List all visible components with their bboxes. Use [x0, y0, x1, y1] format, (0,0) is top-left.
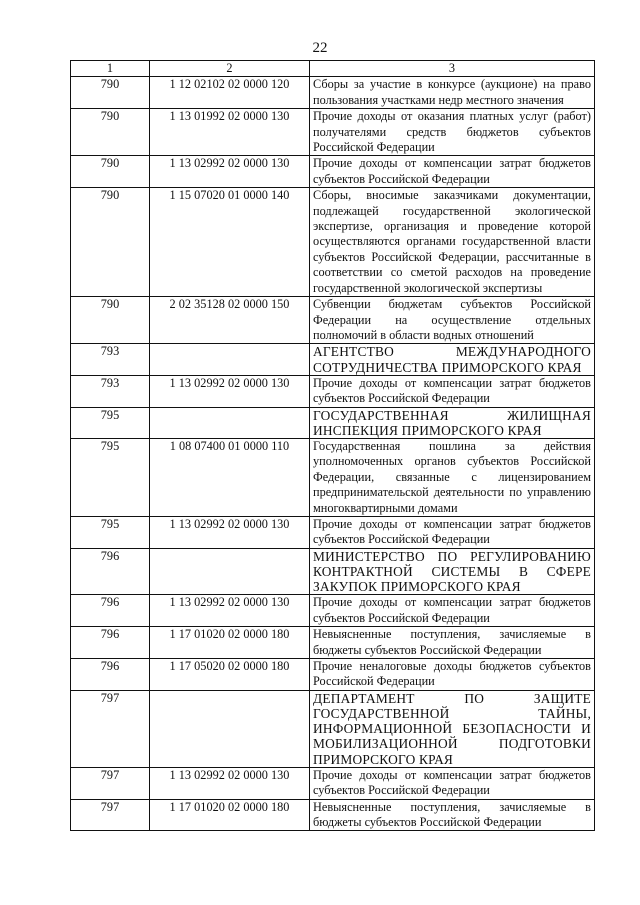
revenue-code-cell: 1 13 02992 02 0000 130 [150, 516, 310, 548]
admin-code-cell: 795 [71, 438, 150, 516]
table-row [71, 767, 595, 799]
revenue-name-cell: Государственная пошлина за действия уполномоченных органов субъектов Российской Федерации, связанные с лицензированием предпринимательской деятельности по управлению многоквартирными домами [310, 438, 595, 516]
table-body [71, 77, 595, 831]
revenue-name-cell: Прочие доходы от компенсации затрат бюджетов субъектов Российской Федерации [310, 516, 595, 548]
table-row [71, 188, 595, 297]
table-row [71, 627, 595, 659]
column-header-3: 3 [310, 61, 595, 77]
revenue-code-cell: 1 12 02102 02 0000 120 [150, 77, 310, 109]
revenue-code-cell [150, 407, 310, 438]
admin-code-cell: 797 [71, 799, 150, 831]
admin-code-cell: 796 [71, 548, 150, 595]
revenue-name-cell: Субвенции бюджетам субъектов Российской Федерации на осуществление отдельных полномочий в области водных отношений [310, 297, 595, 344]
column-header-1: 1 [71, 61, 150, 77]
revenue-name-cell: Сборы, вносимые заказчиками документации, подлежащей государственной экологической экспертизе, организация и проведение которой осуществляются органами государственной власти субъектов Российской Федерации, рассчитанные в соответствии со сметой расходов на проведение государственной экологической экспертизы [310, 188, 595, 297]
revenue-code-cell: 1 13 02992 02 0000 130 [150, 156, 310, 188]
revenue-name-cell: Невыясненные поступления, зачисляемые в бюджеты субъектов Российской Федерации [310, 799, 595, 831]
table-row [71, 109, 595, 156]
revenue-code-cell: 1 15 07020 01 0000 140 [150, 188, 310, 297]
revenue-codes-table [70, 60, 595, 831]
table-row-heading [71, 344, 595, 375]
table-row [71, 156, 595, 188]
revenue-code-cell: 1 17 01020 02 0000 180 [150, 627, 310, 659]
revenue-code-cell: 1 13 02992 02 0000 130 [150, 767, 310, 799]
admin-code-cell: 797 [71, 767, 150, 799]
revenue-code-cell [150, 690, 310, 767]
admin-code-cell: 790 [71, 156, 150, 188]
table-row [71, 595, 595, 627]
admin-code-cell: 796 [71, 659, 150, 691]
table-row-heading [71, 690, 595, 767]
revenue-code-cell: 1 17 01020 02 0000 180 [150, 799, 310, 831]
column-header-2: 2 [150, 61, 310, 77]
table-row [71, 516, 595, 548]
table-row [71, 799, 595, 831]
administrator-name-cell: ГОСУДАРСТВЕННАЯ ЖИЛИЩНАЯ ИНСПЕКЦИЯ ПРИМОРСКОГО КРАЯ [310, 407, 595, 438]
revenue-name-cell: Прочие доходы от оказания платных услуг (работ) получателями средств бюджетов субъектов Российской Федерации [310, 109, 595, 156]
admin-code-cell: 793 [71, 375, 150, 407]
table-row-heading [71, 548, 595, 595]
page-number: 22 [312, 40, 328, 56]
admin-code-cell: 796 [71, 595, 150, 627]
admin-code-cell: 790 [71, 188, 150, 297]
table-row [71, 375, 595, 407]
revenue-code-cell [150, 344, 310, 375]
admin-code-cell: 795 [71, 407, 150, 438]
revenue-name-cell: Прочие доходы от компенсации затрат бюджетов субъектов Российской Федерации [310, 595, 595, 627]
administrator-name-cell: МИНИСТЕРСТВО ПО РЕГУЛИРОВАНИЮ КОНТРАКТНОЙ СИСТЕМЫ В СФЕРЕ ЗАКУПОК ПРИМОРСКОГО КРАЯ [310, 548, 595, 595]
admin-code-cell: 796 [71, 627, 150, 659]
table-header-row [71, 61, 595, 77]
revenue-code-cell: 1 08 07400 01 0000 110 [150, 438, 310, 516]
revenue-name-cell: Прочие доходы от компенсации затрат бюджетов субъектов Российской Федерации [310, 767, 595, 799]
table-row [71, 659, 595, 691]
revenue-code-cell: 2 02 35128 02 0000 150 [150, 297, 310, 344]
revenue-name-cell: Прочие доходы от компенсации затрат бюджетов субъектов Российской Федерации [310, 375, 595, 407]
revenue-code-cell: 1 13 02992 02 0000 130 [150, 375, 310, 407]
admin-code-cell: 790 [71, 109, 150, 156]
revenue-name-cell: Прочие доходы от компенсации затрат бюджетов субъектов Российской Федерации [310, 156, 595, 188]
revenue-code-cell: 1 13 01992 02 0000 130 [150, 109, 310, 156]
revenue-code-cell: 1 17 05020 02 0000 180 [150, 659, 310, 691]
admin-code-cell: 795 [71, 516, 150, 548]
table-row [71, 297, 595, 344]
admin-code-cell: 797 [71, 690, 150, 767]
revenue-code-cell [150, 548, 310, 595]
administrator-name-cell: ДЕПАРТАМЕНТ ПО ЗАЩИТЕ ГОСУДАРСТВЕННОЙ ТАЙНЫ, ИНФОРМАЦИОННОЙ БЕЗОПАСНОСТИ И МОБИЛИЗАЦИОННОЙ ПОДГОТОВКИ ПРИМОРСКОГО КРАЯ [310, 690, 595, 767]
admin-code-cell: 790 [71, 297, 150, 344]
admin-code-cell: 793 [71, 344, 150, 375]
table-row [71, 438, 595, 516]
table-row [71, 77, 595, 109]
revenue-name-cell: Сборы за участие в конкурсе (аукционе) на право пользования участками недр местного значения [310, 77, 595, 109]
table-row-heading [71, 407, 595, 438]
revenue-code-cell: 1 13 02992 02 0000 130 [150, 595, 310, 627]
revenue-name-cell: Прочие неналоговые доходы бюджетов субъектов Российской Федерации [310, 659, 595, 691]
administrator-name-cell: АГЕНТСТВО МЕЖДУНАРОДНОГО СОТРУДНИЧЕСТВА ПРИМОРСКОГО КРАЯ [310, 344, 595, 375]
revenue-name-cell: Невыясненные поступления, зачисляемые в бюджеты субъектов Российской Федерации [310, 627, 595, 659]
admin-code-cell: 790 [71, 77, 150, 109]
